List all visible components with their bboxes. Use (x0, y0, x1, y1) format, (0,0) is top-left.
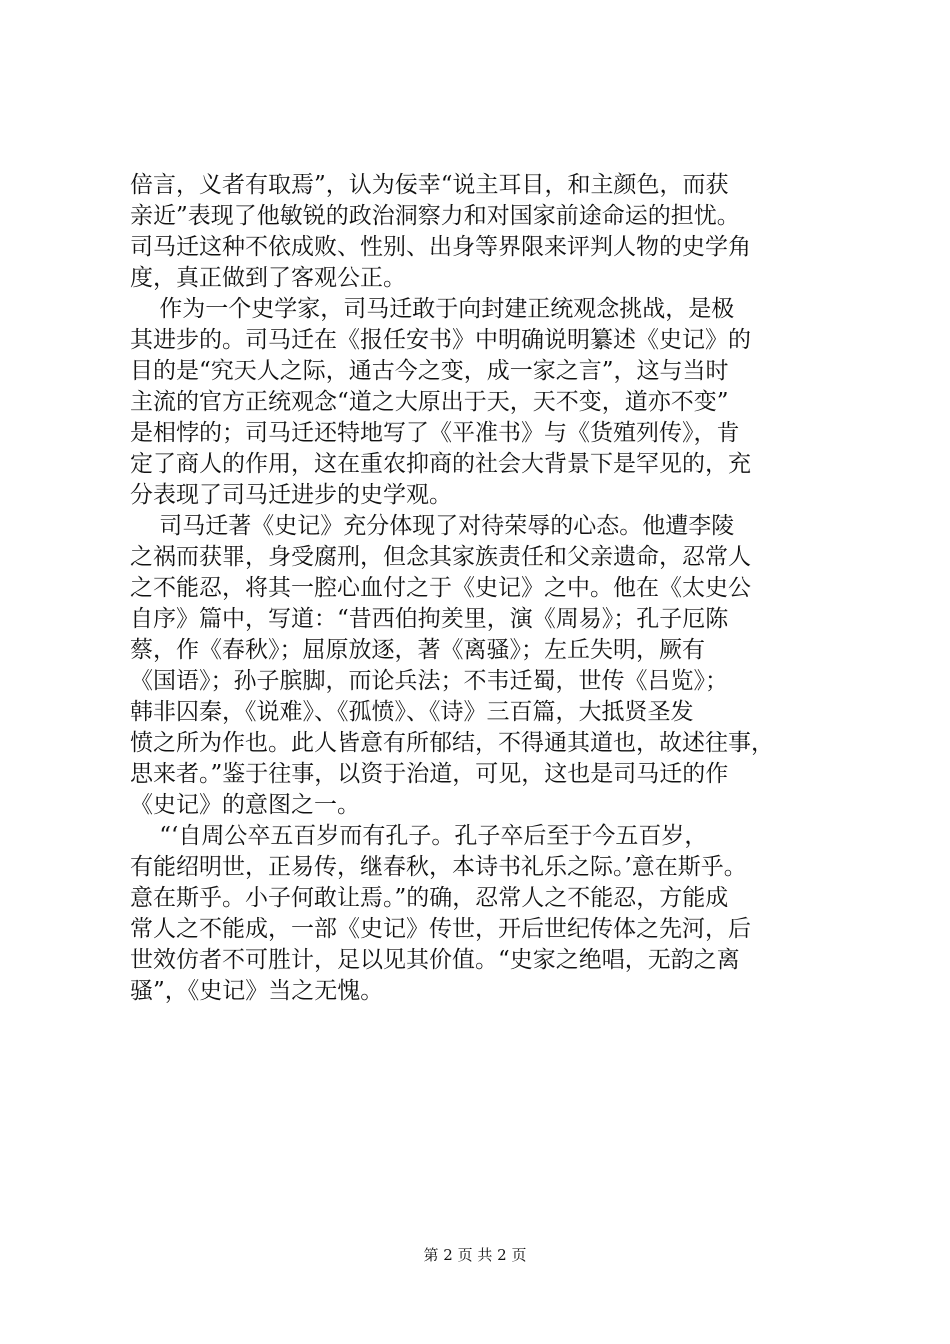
paragraph-line: 世效仿者不可胜计，足以见其价值。“史家之绝唱，无韵之离 (130, 947, 740, 973)
paragraph (130, 821, 830, 1007)
paragraph-line: 骚”，《史记》当之无愧。 (130, 978, 384, 1004)
paragraph-line: 其进步的。司马迁在《报任安书》中明确说明纂述《史记》的 (130, 327, 751, 353)
paragraph (130, 294, 830, 511)
paragraph-line: 之不能忍，将其一腔心血付之于《史记》之中。他在《太史公 (130, 575, 751, 601)
paragraph-line: 司马迁这种不依成败、性别、出身等界限来评判人物的史学角 (130, 234, 751, 260)
paragraph-line: 常人之不能成，一部《史记》传世，开后世纪传体之先河，后 (130, 916, 751, 942)
document-body (130, 170, 830, 1007)
paragraph-line: 作为一个史学家，司马迁敢于向封建正统观念挑战，是极 (130, 296, 735, 322)
paragraph-line: 亲近”表现了他敏锐的政治洞察力和对国家前途命运的担忧。 (130, 203, 740, 229)
paragraph-line: 有能绍明世，正易传，继春秋，本诗书礼乐之际。’意在斯乎。 (130, 854, 747, 880)
paragraph-line: 自序》篇中，写道：“昔西伯拘羑里，演《周易》；孔子厄陈 (130, 606, 729, 632)
paragraph-line: 思来者。”鉴于往事，以资于治道，可见，这也是司马迁的作 (130, 761, 729, 787)
paragraph-line: 蔡，作《春秋》；屈原放逐，著《离骚》；左丘失明，厥有 (130, 637, 705, 663)
paragraph-line: 愤之所为作也。此人皆意有所郁结，不得通其道也，故述往事， (130, 730, 774, 756)
page-footer: 第 2 页 共 2 页 (423, 1246, 527, 1264)
paragraph-line: 意在斯乎。小子何敢让焉。”的确，忍常人之不能忍，方能成 (130, 885, 729, 911)
paragraph-line: 倍言，义者有取焉”，认为佞幸“说主耳目，和主颜色，而获 (130, 172, 729, 198)
paragraph-line: “‘自周公卒五百岁而有孔子。孔子卒后至于今五百岁， (130, 823, 708, 849)
paragraph-line: 《国语》；孙子膑脚，而论兵法；不韦迁蜀，世传《吕览》； (130, 668, 728, 694)
paragraph-line: 是相悖的；司马迁还特地写了《平准书》与《货殖列传》，肯 (130, 420, 740, 446)
paragraph-line: 《史记》的意图之一。 (130, 792, 360, 818)
paragraph-line: 度，真正做到了客观公正。 (130, 265, 406, 291)
paragraph (130, 511, 830, 821)
paragraph-line: 定了商人的作用，这在重农抑商的社会大背景下是罕见的，充 (130, 451, 751, 477)
paragraph-line: 主流的官方正统观念“道之大原出于天，天不变，道亦不变” (130, 389, 729, 415)
paragraph-line: 韩非囚秦，《说难》、《孤愤》、《诗》三百篇，大抵贤圣发 (130, 699, 694, 725)
paragraph (130, 170, 830, 294)
paragraph-line: 目的是“究天人之际，通古今之变，成一家之言”，这与当时 (130, 358, 729, 384)
paragraph-line: 司马迁著《史记》充分体现了对待荣辱的心态。他遭李陵 (130, 513, 735, 539)
paragraph-line: 之祸而获罪，身受腐刑，但念其家族责任和父亲遗命，忍常人 (130, 544, 751, 570)
paragraph-line: 分表现了司马迁进步的史学观。 (130, 482, 452, 508)
